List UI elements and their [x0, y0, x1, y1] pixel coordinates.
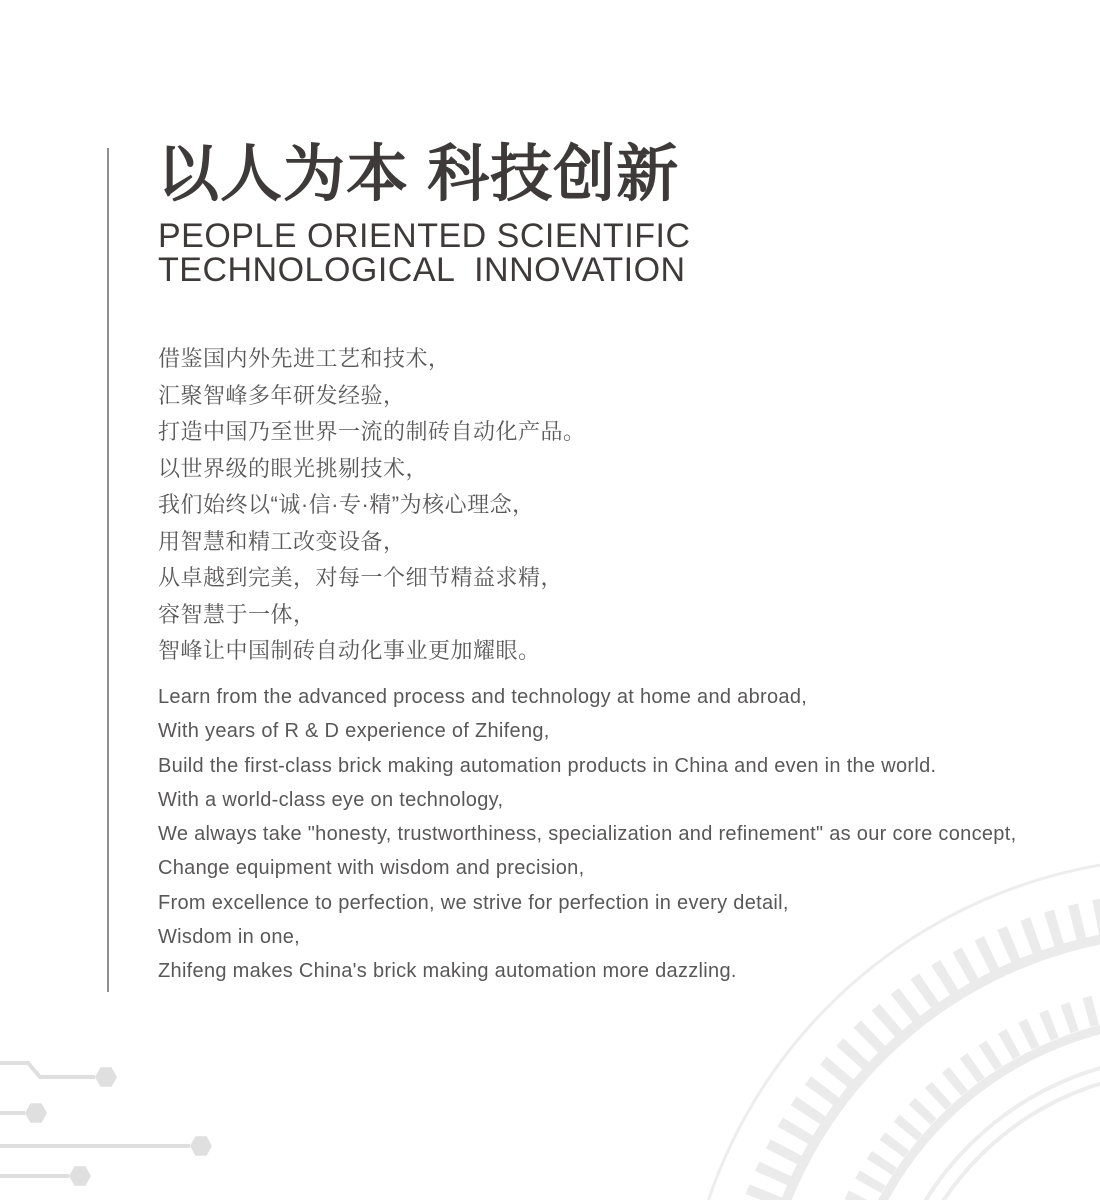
circuit-traces-decoration	[0, 1040, 650, 1200]
text-line: Learn from the advanced process and technology at home and abroad,	[158, 686, 808, 708]
text-line: From excellence to perfection, we strive for perfection in every detail,	[158, 891, 789, 914]
text-line: 从卓越到完美，对每一个细节精益求精，	[158, 565, 564, 590]
text-line: Zhifeng makes China's brick making automation more dazzling.	[158, 960, 737, 983]
text-line: PEOPLE ORIENTED SCIENTIFIC	[158, 217, 691, 255]
text-line: 借鉴国内外先进工艺和技术，	[158, 346, 451, 371]
vertical-rule	[107, 148, 109, 992]
text-line: Wisdom in one,	[158, 926, 301, 949]
paragraph-english	[158, 680, 1016, 989]
text-line: 智峰让中国制砖自动化事业更加耀眼。	[158, 638, 541, 663]
text-line: 容智慧于一体，	[158, 601, 316, 627]
text-line: 以世界级的眼光挑剔技术，	[158, 455, 429, 481]
text-line: Change equipment with wisdom and precision,	[158, 857, 585, 880]
text-line: TECHNOLOGICAL INNOVATION	[158, 251, 686, 289]
page-title-chinese: 以人为本 科技创新	[157, 140, 680, 209]
text-line: 汇聚智峰多年研发经验，	[158, 382, 406, 408]
text-line: 我们始终以“诚·信·专·精”为核心理念，	[158, 492, 535, 517]
text-line: With years of R & D experience of Zhifeng,	[158, 720, 550, 743]
text-line: Build the first-class brick making automation products in China and even in the world.	[158, 754, 937, 777]
paragraph-chinese	[158, 341, 586, 670]
text-line: 用智慧和精工改变设备，	[158, 528, 406, 554]
text-line: 打造中国乃至世界一流的制砖自动化产品。	[158, 419, 586, 444]
hex-pad-icon	[190, 1136, 212, 1156]
hex-pad-icon	[95, 1067, 117, 1087]
text-line: We always take "honesty, trustworthiness, specialization and refinement" as our core concept,	[158, 823, 1017, 846]
hex-pad-icon	[69, 1166, 91, 1186]
text-line: With a world-class eye on technology,	[158, 788, 504, 811]
page-title-english	[158, 219, 691, 287]
hex-pad-icon	[25, 1103, 47, 1123]
